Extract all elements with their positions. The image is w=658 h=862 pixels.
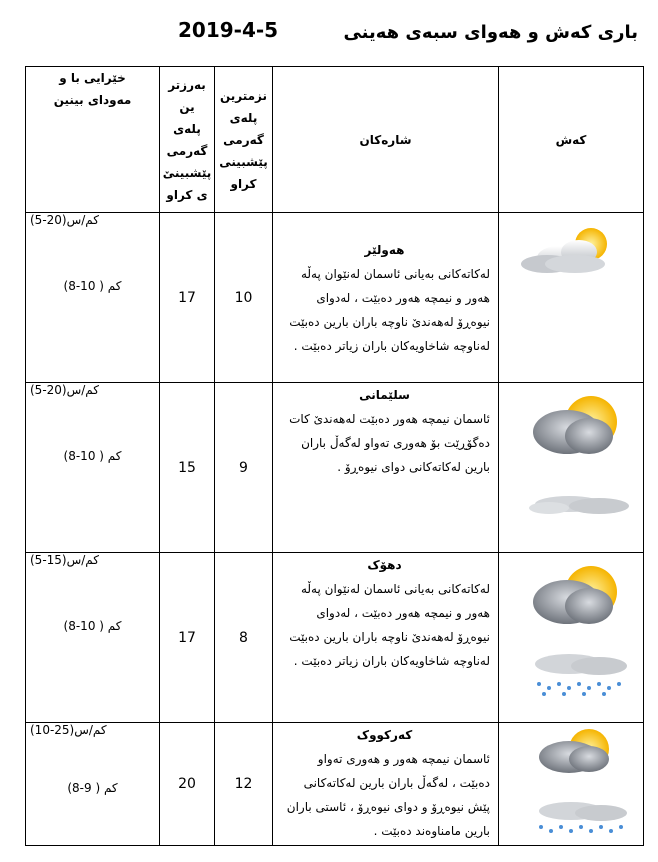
page-title <box>178 18 638 48</box>
city-name: هەولێر <box>364 242 405 257</box>
max-temp: 17 <box>160 213 215 383</box>
table-row <box>26 553 644 723</box>
header-min-line: کراو <box>230 176 257 191</box>
sun-behind-rain-cloud-icon <box>509 386 643 546</box>
city-name: دهۆک <box>367 558 402 572</box>
description-line: لەناوچە شاخاویەکان باران زیاتر دەبێت . <box>293 338 490 353</box>
city-description-cell <box>273 723 499 846</box>
header-max-line: ین <box>179 99 195 114</box>
city-name: کەرکووک <box>356 728 413 742</box>
min-temp: 8 <box>215 553 273 723</box>
wind-visibility-cell <box>26 383 160 553</box>
description-line: ئاسمان نیمچە هەور دەبێت لەهەندێ کات <box>289 412 490 426</box>
min-temp: 9 <box>215 383 273 553</box>
visibility: (8-10 ) کم <box>63 449 122 463</box>
description-line: هەور و نیمچە هەور دەبێت ، لەدوای <box>316 290 490 305</box>
description-line: دەگۆڕێت بۆ هەوری تەواو لەگەڵ باران <box>301 436 490 450</box>
header-max-line: پلەی <box>173 121 201 136</box>
description-line: لەناوچە شاخاویەکان باران زیاتر دەبێت . <box>293 654 490 668</box>
description-line: بارین مامناوەند دەبێت . <box>373 824 490 838</box>
wind-speed: (10-25)کم/س <box>30 723 107 737</box>
header-max-temp <box>160 67 215 213</box>
description-line: پێش نیوەڕۆ و دوای نیوەڕۆ ، ئاستی باران <box>286 800 490 814</box>
header-max-line: گەرمی <box>166 143 208 158</box>
city-description-cell <box>273 213 499 383</box>
wind-visibility-cell <box>26 723 160 846</box>
header-max-line: پێشبینێ <box>162 165 212 180</box>
header-min-line: پێشبینی <box>219 154 268 169</box>
weather-icons-cell <box>499 213 644 383</box>
header-min-line: پلەی <box>229 110 258 125</box>
description-line: هەور و نیمچە هەور دەبێت ، لەدوای <box>316 606 490 620</box>
min-temp: 10 <box>215 213 273 383</box>
forecast-title: باری کەش و هەوای سبەی هەینی <box>343 22 638 43</box>
max-temp: 15 <box>160 383 215 553</box>
max-temp: 17 <box>160 553 215 723</box>
sun-behind-rain-cloud-icon <box>509 556 643 716</box>
header-wind-line: مەودای بینین <box>53 93 132 107</box>
header-min-line: گەرمی <box>223 132 264 147</box>
forecast-table <box>25 66 644 846</box>
visibility: (8-10 ) کم <box>63 279 122 293</box>
description-line: نیوەڕۆ لەهەندێ ناوچە باران بارین دەبێت <box>289 314 490 329</box>
header-wind <box>26 67 160 213</box>
header-row <box>26 67 644 213</box>
table-row <box>26 213 644 383</box>
weather-icons-cell <box>499 553 644 723</box>
max-temp: 20 <box>160 723 215 846</box>
table-row <box>26 383 644 553</box>
sun-behind-rain-cloud-icon <box>509 723 643 841</box>
header-weather: کەش <box>499 67 644 213</box>
wind-speed: (5-15)کم/س <box>30 553 99 567</box>
visibility: (8-10 ) کم <box>63 619 122 633</box>
city-name: سلێمانی <box>359 388 410 402</box>
sun-behind-cloud-icon <box>509 216 643 376</box>
description-line: ئاسمان نیمچە هەور و هەوری تەواو <box>317 752 490 766</box>
header-min-line: نزمترین <box>219 88 268 103</box>
header-cities: شارەکان <box>273 67 499 213</box>
weather-icons-cell <box>499 383 644 553</box>
wind-visibility-cell <box>26 213 160 383</box>
description-line: لەکاتەکانی بەیانی ئاسمان لەنێوان پەڵە <box>300 266 490 281</box>
table-row <box>26 723 644 846</box>
visibility: (8-9 ) کم <box>67 781 118 795</box>
description-line: دەبێت ، لەگەڵ باران بارین لەکاتەکانی <box>303 776 490 790</box>
wind-speed: (5-20)کم/س <box>30 213 99 227</box>
header-min-temp <box>215 67 273 213</box>
wind-speed: (5-20)کم/س <box>30 383 99 397</box>
description-line: نیوەڕۆ لەهەندێ ناوچە باران بارین دەبێت <box>289 630 490 644</box>
weather-icons-cell <box>499 723 644 846</box>
header-max-line: بەرزتر <box>168 77 206 92</box>
city-description-cell <box>273 553 499 723</box>
wind-visibility-cell <box>26 553 160 723</box>
description-line: لەکاتەکانی بەیانی ئاسمان لەنێوان پەڵە <box>300 582 490 596</box>
forecast-date: 2019-4-5 <box>178 18 279 42</box>
header-max-line: ی کراو <box>166 187 208 202</box>
description-line: بارین لەکاتەکانی دوای نیوەڕۆ . <box>337 460 490 474</box>
city-description-cell <box>273 383 499 553</box>
header-wind-line: خێرایی با و <box>59 71 126 85</box>
min-temp: 12 <box>215 723 273 846</box>
